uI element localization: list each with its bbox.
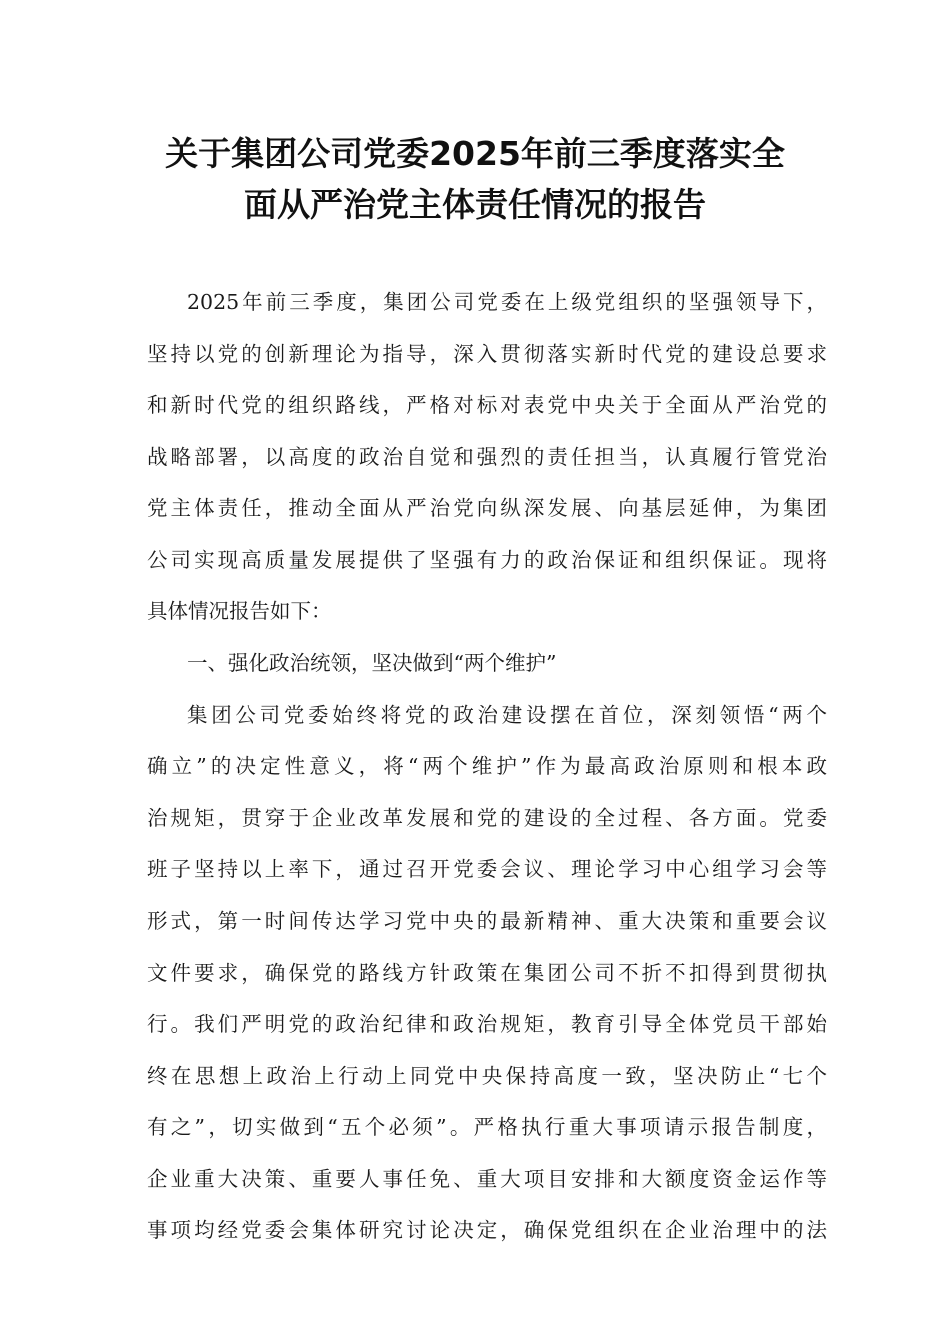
paragraph-2-line: 文件要求，确保党的路线方针政策在集团公司不折不扣得到贯彻执 [147, 961, 827, 985]
paragraph-2-line: 班子坚持以上率下，通过召开党委会议、理论学习中心组学习会等 [147, 857, 827, 881]
paragraph-1-line: 坚持以党的创新理论为指导，深入贯彻落实新时代党的建设总要求 [147, 342, 827, 366]
paragraph-2-line: 集团公司党委始终将党的政治建设摆在首位，深刻领悟“两个 [187, 703, 827, 727]
paragraph-1-line: 战略部署，以高度的政治自觉和强烈的责任担当，认真履行管党治 [147, 445, 827, 469]
paragraph-1-line: 具体情况报告如下： [147, 599, 332, 623]
paragraph-2-line: 确立”的决定性意义，将“两个维护”作为最高政治原则和根本政 [147, 754, 827, 778]
paragraph-1-line: 公司实现高质量发展提供了坚强有力的政治保证和组织保证。现将 [147, 548, 827, 572]
paragraph-1-line: 2025年前三季度，集团公司党委在上级党组织的坚强领导下， [187, 290, 827, 314]
paragraph-2-line: 企业重大决策、重要人事任免、重大项目安排和大额度资金运作等 [147, 1167, 827, 1191]
paragraph-2-line: 终在思想上政治上行动上同党中央保持高度一致，坚决防止“七个 [147, 1064, 827, 1088]
document-title-line-1: 关于集团公司党委2025年前三季度落实全 [165, 134, 785, 173]
paragraph-2-line: 有之”，切实做到“五个必须”。严格执行重大事项请示报告制度， [147, 1115, 827, 1139]
paragraph-2-line: 治规矩，贯穿于企业改革发展和党的建设的全过程、各方面。党委 [147, 806, 827, 830]
document-title-line-2: 面从严治党主体责任情况的报告 [244, 185, 706, 224]
section-1-heading: 一、强化政治统领，坚决做到“两个维护” [187, 651, 557, 675]
paragraph-1-line: 和新时代党的组织路线，严格对标对表党中央关于全面从严治党的 [147, 393, 827, 417]
paragraph-2-line: 事项均经党委会集体研究讨论决定，确保党组织在企业治理中的法 [147, 1218, 827, 1242]
paragraph-1-line: 党主体责任，推动全面从严治党向纵深发展、向基层延伸，为集团 [147, 496, 827, 520]
paragraph-2-line: 形式，第一时间传达学习党中央的最新精神、重大决策和重要会议 [147, 909, 827, 933]
paragraph-2-line: 行。我们严明党的政治纪律和政治规矩，教育引导全体党员干部始 [147, 1012, 827, 1036]
